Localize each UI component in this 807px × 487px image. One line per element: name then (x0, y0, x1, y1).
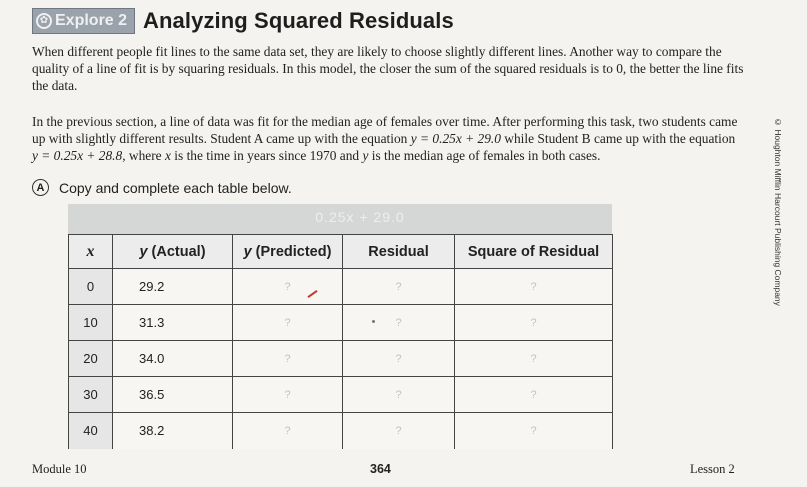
cell-y-predicted-blank[interactable]: ? (233, 377, 343, 413)
section-header (32, 8, 454, 34)
header-y-actual-label: (Actual) (147, 243, 206, 260)
cell-y-actual: 38.2 (113, 413, 233, 449)
setup-paragraph (32, 114, 744, 164)
intro-paragraph: When different people fit lines to the same data set, they are likely to choose slightly different lines. Another way to compare the quality of a line of fit is by squaring residuals. In this model, the closer the sum of the squared residuals is to 0, the better the line fits the data. (32, 44, 744, 93)
cell-x: 0 (69, 269, 113, 305)
cell-residual-blank[interactable]: ? (343, 377, 455, 413)
header-x: x (69, 235, 113, 269)
cell-square-blank[interactable]: ? (455, 377, 613, 413)
equation-student-a: y = 0.25x + 29.0 (410, 130, 501, 146)
footer-lesson: Lesson 2 (690, 462, 735, 476)
cell-y-predicted-blank[interactable]: ? (233, 305, 343, 341)
cell-y-actual: 36.5 (113, 377, 233, 413)
table-row (69, 413, 613, 449)
cell-x: 10 (69, 305, 113, 341)
table-row (69, 269, 613, 305)
header-y-actual (113, 235, 233, 269)
header-y-predicted (233, 235, 343, 269)
cell-square-blank[interactable]: ? (455, 269, 613, 305)
pen-dot (372, 320, 375, 323)
cell-residual-blank[interactable]: ? (343, 305, 455, 341)
cell-y-predicted-blank[interactable]: ? (233, 269, 343, 305)
cell-x: 40 (69, 413, 113, 449)
header-residual: Residual (343, 235, 455, 269)
cell-square-blank[interactable]: ? (455, 413, 613, 449)
header-y-predicted-label: (Predicted) (251, 243, 332, 260)
cell-square-blank[interactable]: ? (455, 305, 613, 341)
cell-residual-blank[interactable]: ? (343, 413, 455, 449)
setup-text-3: , where (122, 147, 165, 163)
cell-y-predicted-blank[interactable]: ? (233, 341, 343, 377)
setup-text-4: is the time in years since 1970 and (170, 147, 363, 163)
explore-badge (32, 8, 135, 34)
step-a (32, 179, 292, 196)
setup-text-2: while Student B came up with the equation (500, 130, 736, 146)
setup-text-5: is the median age of females in both cases. (368, 147, 601, 163)
variable-y: y (362, 147, 369, 163)
equation-student-b: y = 0.25x + 28.8 (32, 147, 123, 163)
table-header-row (69, 235, 613, 269)
cell-y-actual: 34.0 (113, 341, 233, 377)
cell-x: 20 (69, 341, 113, 377)
page-title: Analyzing Squared Residuals (143, 8, 454, 33)
step-letter-badge: A (32, 179, 49, 196)
setup-text-1: In the previous section, a line of data was fit for the median age of females over time. After performing this task, two students came up with slightly different results. Student A came up with the equation (32, 114, 738, 146)
cell-x: 30 (69, 377, 113, 413)
step-instruction: Copy and complete each table below. (59, 179, 292, 196)
explore-label: Explore 2 (55, 12, 128, 29)
copyright-sidebar (768, 96, 788, 326)
cell-y-actual: 29.2 (113, 269, 233, 305)
table-row (69, 341, 613, 377)
handwritten-equation-note: 0.25x + 29.0 (315, 209, 405, 225)
header-y-actual-var: y (139, 243, 148, 260)
copyright-text: © Houghton Mifflin Harcourt Publishing Company (773, 116, 783, 306)
footer-page-number: 364 (370, 462, 391, 476)
cell-y-actual: 31.3 (113, 305, 233, 341)
table-row (69, 377, 613, 413)
table-row (69, 305, 613, 341)
cell-residual-blank[interactable]: ? (343, 269, 455, 305)
explore-flower-icon: ✿ (36, 13, 52, 29)
cell-square-blank[interactable]: ? (455, 341, 613, 377)
cell-y-predicted-blank[interactable]: ? (233, 413, 343, 449)
header-y-predicted-var: y (243, 243, 252, 260)
header-square-residual: Square of Residual (455, 235, 613, 269)
residuals-table (68, 234, 613, 449)
variable-x: x (164, 147, 171, 163)
footer-module: Module 10 (32, 462, 87, 476)
cell-residual-blank[interactable]: ? (343, 341, 455, 377)
